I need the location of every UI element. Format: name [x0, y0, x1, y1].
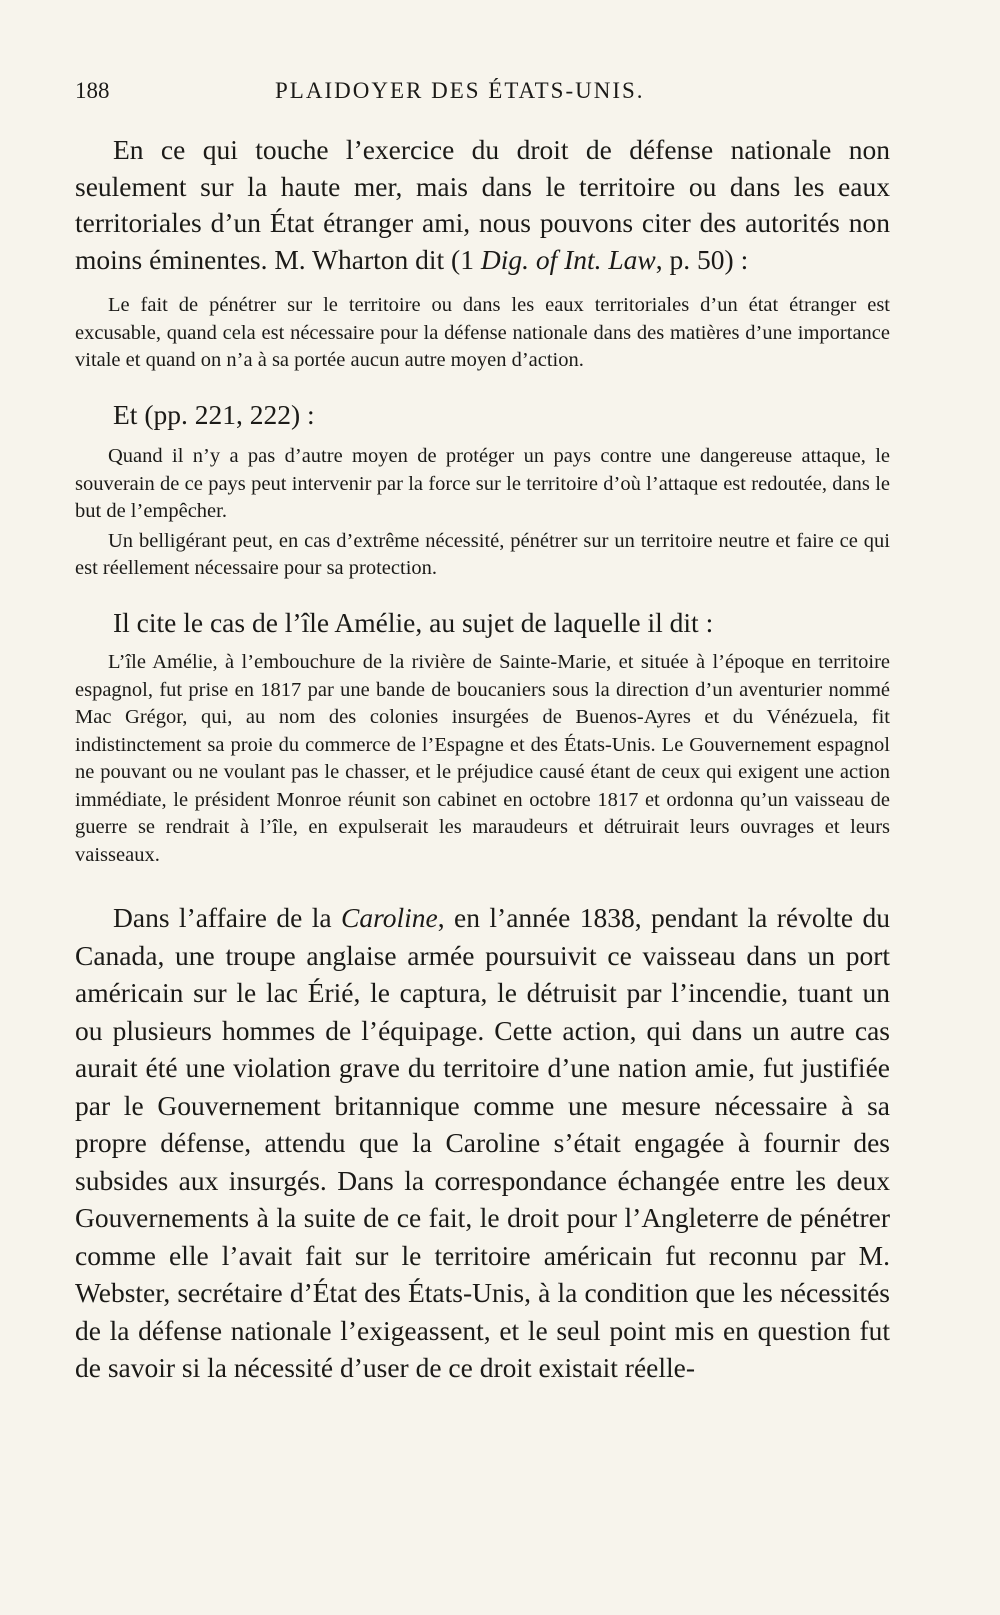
italic-reference: Dig. of Int. Law	[480, 243, 656, 275]
block-quote-3: Un belligérant peut, en cas d’extrême nécessité, pénétrer sur un territoire neutre et faire ce qui est réellement nécessaire pour sa protection.	[75, 529, 890, 579]
block-quote-amelie: L’île Amélie, à l’embouchure de la rivière de Sainte-Marie, et située à l’époque en territoire espagnol, fut prise en 1817 par une bande de boucaniers sous la direction d’un aventurier nommé Mac Grégor, qui, au nom des colonies insurgées de Buenos-Ayres et du Vénézuela, fit indistinctement sa proie du commerce de l’Espagne et des États-Unis. Le Gouvernement espagnol ne pouvant ou ne voulant pas le chasser, et le préjudice causé étant de ceux qui exigent une action immédiate, le président Monroe réunit son cabinet en octobre 1817 et ordonna qu’un vaisseau de guerre se rendrait à l’île, en expulserait les maraudeurs et détruirait leurs ouvrages et leurs vaisseaux.	[75, 651, 890, 866]
book-page	[75, 78, 890, 1387]
block-quote-2: Quand il n’y a pas d’autre moyen de protéger un pays contre une dangereuse attaque, le souverain de ce pays peut intervenir par la force sur le territoire d’où l’attaque est redoutée, dans le but de l’empêcher.	[75, 445, 890, 522]
page-number: 188	[75, 78, 110, 103]
block-quote-1: Le fait de pénétrer sur le territoire ou dans les eaux territoriales d’un état étranger est excusable, quand cela est nécessaire pour la défense nationale dans des matières d’une importance vitale et quand on n’a à sa portée aucun autre moyen d’action.	[75, 294, 890, 371]
paragraph-caroline	[75, 899, 890, 1387]
paragraph-citation: Et (pp. 221, 222) :	[113, 398, 315, 430]
italic-ship-name: Caroline	[341, 902, 438, 933]
paragraph-text: , p. 50) :	[655, 243, 749, 275]
paragraph-wharton-intro	[75, 132, 890, 278]
paragraph-amelie-intro: Il cite le cas de l’île Amélie, au sujet de laquelle il dit :	[113, 606, 714, 638]
running-title: PLAIDOYER DES ÉTATS-UNIS.	[275, 78, 645, 103]
page-header	[75, 78, 890, 114]
paragraph-text: , en l’année 1838, pendant la révolte du Canada, une troupe anglaise armée poursuivit ce vaisseau dans un port américain sur le lac Érié, le captura, le détruisit par l’incendie, tuant un ou plusieurs hommes de l’équipage. Cette action, qui dans un autre cas aurait été une violation grave du territoire d’une nation amie, fut justifiée par le Gouvernement britannique comme une mesure nécessaire à sa propre défense, attendu que la Caroline s’était engagée à fournir des subsides aux insurgés. Dans la correspondance échangée entre les deux Gouvernements à la suite de ce fait, le droit pour l’Angleterre de pénétrer comme elle l’avait fait sur le territoire américain fut reconnu par M. Webster, secrétaire d’État des États-Unis, à la condition que les nécessités de la défense nationale l’exigeassent, et le seul point mis en question fut de savoir si la nécessité d’user de ce droit existait réelle-	[75, 902, 890, 1383]
paragraph-text: En ce qui touche l’exercice du droit de défense nationale non seulement sur la haute mer, mais dans le territoire ou dans les eaux territoriales d’un État étranger ami, nous pouvons citer des autorités non moins éminentes. M. Wharton dit (1	[75, 134, 890, 275]
paragraph-text: Dans l’affaire de la	[113, 902, 341, 933]
